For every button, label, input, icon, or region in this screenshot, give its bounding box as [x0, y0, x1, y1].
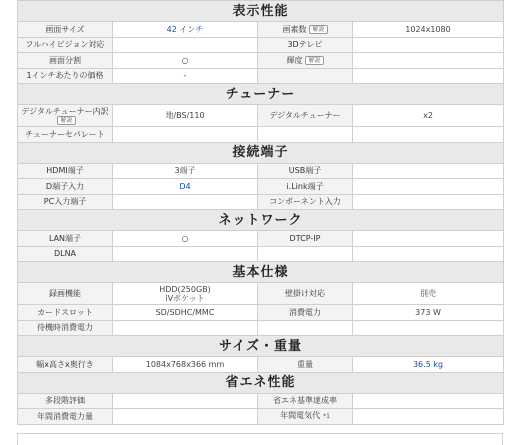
split-label: 画面分割	[18, 53, 113, 69]
pixels-label-cell	[258, 22, 353, 38]
table-row	[18, 393, 504, 409]
weight-label: 重量	[258, 357, 353, 373]
annual-power-value	[113, 409, 258, 425]
brightness-label-cell	[258, 53, 353, 69]
digital-breakdown-hint-button[interactable]: 解説	[57, 116, 75, 125]
section-size-row	[18, 336, 504, 357]
lan-value: ○	[113, 231, 258, 247]
table-row	[18, 105, 504, 127]
digital-tuner-value: x2	[353, 105, 504, 127]
table-row	[18, 231, 504, 247]
section-title-network: ネットワーク	[18, 210, 504, 231]
split-value: ○	[113, 53, 258, 69]
section-display-row	[18, 1, 504, 22]
tv3d-value	[353, 37, 504, 53]
ilink-label: i.Link端子	[258, 179, 353, 195]
empty-label	[258, 68, 353, 84]
annual-cost-label-cell	[258, 409, 353, 425]
tv3d-label: 3Dテレビ	[258, 37, 353, 53]
section-tuner-row	[18, 84, 504, 105]
annual-cost-label: 年間電気代	[280, 411, 321, 421]
fullhd-value	[113, 37, 258, 53]
brightness-value	[353, 53, 504, 69]
dtcp-value	[353, 231, 504, 247]
usb-value	[353, 163, 504, 179]
section-title-tuner: チューナー	[18, 84, 504, 105]
section-basic-row	[18, 262, 504, 283]
wall-mount-label: 壁掛け対応	[258, 283, 353, 305]
pixels-hint-button[interactable]: 解説	[309, 25, 327, 34]
pc-input-value	[113, 194, 258, 210]
tuner-separate-label: チューナーセパレート	[18, 127, 113, 143]
digital-breakdown-label: デジタルチューナー内訳	[21, 106, 109, 116]
pixels-value: 1024x1080	[353, 22, 504, 38]
eco-rate-value	[353, 393, 504, 409]
record-value-line2: iVポケット	[165, 293, 205, 303]
brightness-hint-button[interactable]: 解説	[305, 56, 323, 65]
section-title-size: サイズ・重量	[18, 336, 504, 357]
table-row	[18, 163, 504, 179]
digital-breakdown-label-cell	[18, 105, 113, 127]
dtcp-label: DTCP-IP	[258, 231, 353, 247]
standby-power-value	[113, 320, 258, 336]
spec-table-container	[17, 0, 503, 425]
digital-tuner-label: デジタルチューナー	[258, 105, 353, 127]
table-row	[18, 305, 504, 321]
dimensions-label: 幅x高さx奥行き	[18, 357, 113, 373]
section-eco-row	[18, 372, 504, 393]
section-title-eco: 省エネ性能	[18, 372, 504, 393]
weight-value: 36.5 kg	[353, 357, 504, 373]
dimensions-value: 1084x768x366 mm	[113, 357, 258, 373]
empty-value	[353, 246, 504, 262]
empty-value	[353, 68, 504, 84]
empty-label	[258, 246, 353, 262]
section-title-basic: 基本仕様	[18, 262, 504, 283]
screen-size-label: 画面サイズ	[18, 22, 113, 38]
record-value-cell	[113, 283, 258, 305]
power-consumption-value: 373 W	[353, 305, 504, 321]
brightness-label: 輝度	[286, 55, 303, 65]
spec-table	[17, 0, 504, 425]
annual-power-label: 年間消費電力量	[18, 409, 113, 425]
multi-rating-label: 多段階評価	[18, 393, 113, 409]
hdmi-label: HDMI端子	[18, 163, 113, 179]
empty-value	[353, 320, 504, 336]
wall-mount-value: 別売	[353, 283, 504, 305]
annual-cost-footnote-link[interactable]: *1	[323, 413, 330, 421]
standby-power-label: 待機時消費電力	[18, 320, 113, 336]
usb-label: USB端子	[258, 163, 353, 179]
screen-size-value: 42 インチ	[113, 22, 258, 38]
component-label: コンポーネント入力	[258, 194, 353, 210]
empty-value	[353, 127, 504, 143]
pixels-label: 画素数	[282, 24, 307, 34]
lan-label: LAN端子	[18, 231, 113, 247]
table-row	[18, 127, 504, 143]
section-title-ports: 接続端子	[18, 142, 504, 163]
ilink-value	[353, 179, 504, 195]
d-terminal-label: D端子入力	[18, 179, 113, 195]
multi-rating-value	[113, 393, 258, 409]
empty-label	[258, 127, 353, 143]
table-row	[18, 37, 504, 53]
price-per-inch-label: 1インチあたりの価格	[18, 68, 113, 84]
section-network-row	[18, 210, 504, 231]
section-ports-row	[18, 142, 504, 163]
d-terminal-value: D4	[113, 179, 258, 195]
next-section-box	[17, 433, 503, 445]
eco-rate-label: 省エネ基準達成率	[258, 393, 353, 409]
table-row	[18, 283, 504, 305]
pc-input-label: PC入力端子	[18, 194, 113, 210]
dlna-value	[113, 246, 258, 262]
card-slot-label: カードスロット	[18, 305, 113, 321]
empty-label	[258, 320, 353, 336]
power-consumption-label: 消費電力	[258, 305, 353, 321]
table-row	[18, 246, 504, 262]
table-row	[18, 320, 504, 336]
fullhd-label: フルハイビジョン対応	[18, 37, 113, 53]
digital-breakdown-value: 地/BS/110	[113, 105, 258, 127]
table-row	[18, 68, 504, 84]
price-per-inch-value: -	[113, 68, 258, 84]
section-title-display: 表示性能	[18, 1, 504, 22]
component-value	[353, 194, 504, 210]
dlna-label: DLNA	[18, 246, 113, 262]
table-row	[18, 357, 504, 373]
table-row	[18, 194, 504, 210]
table-row	[18, 179, 504, 195]
record-value-line1: HDD(250GB)	[159, 284, 211, 294]
record-label: 録画機能	[18, 283, 113, 305]
tuner-separate-value	[113, 127, 258, 143]
hdmi-value: 3端子	[113, 163, 258, 179]
card-slot-value: SD/SDHC/MMC	[113, 305, 258, 321]
table-row	[18, 409, 504, 425]
table-row	[18, 22, 504, 38]
annual-cost-value	[353, 409, 504, 425]
table-row	[18, 53, 504, 69]
